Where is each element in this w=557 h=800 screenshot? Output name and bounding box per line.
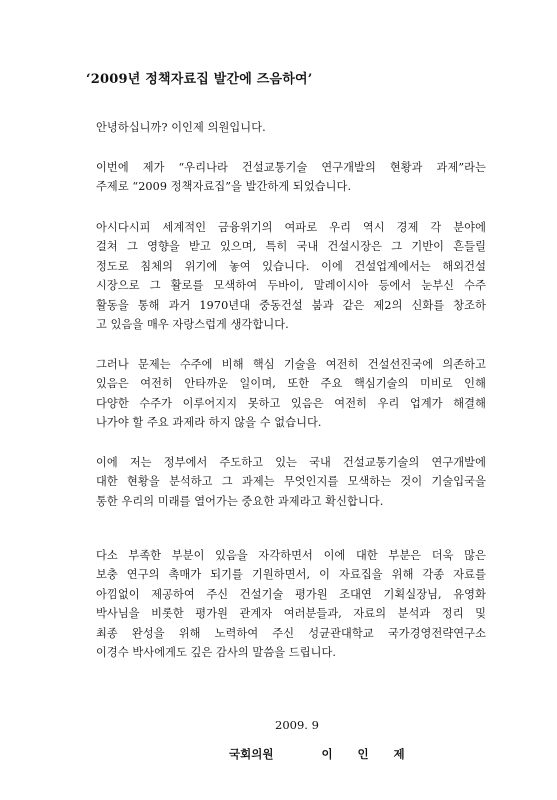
paragraph-line: 고 있음을 매우 자랑스럽게 생각합니다. bbox=[96, 318, 289, 332]
paragraph-line: 나가야 할 주요 과제라 하지 않을 수 없습니다. bbox=[96, 416, 322, 430]
paragraph-line: 대한 현황을 분석하고 그 과제는 무엇인지를 모색하는 것이 기술입국을 bbox=[96, 475, 486, 489]
greeting bbox=[96, 118, 486, 137]
paragraph-line: 주제로 “2009 정책자료집”을 발간하게 되었습니다. bbox=[96, 180, 352, 194]
signature bbox=[229, 746, 415, 762]
signature-role: 국회의원 bbox=[229, 747, 274, 761]
paragraph-intro bbox=[96, 158, 486, 197]
paragraph-line: 걸쳐 그 영향을 받고 있으며, 특히 국내 건설시장은 그 기반이 흔들릴 bbox=[96, 240, 486, 254]
paragraph-line: 보충 연구의 촉매가 되기를 기원하면서, 이 자료집을 위해 각종 자료를 bbox=[96, 568, 486, 582]
paragraph-line: 시장으로 그 활로를 모색하여 두바이, 말레이시아 등에서 눈부신 수주 bbox=[96, 279, 486, 293]
paragraph-thanks bbox=[96, 546, 486, 662]
document-date: 2009. 9 bbox=[275, 718, 319, 732]
paragraph-crisis bbox=[96, 218, 486, 334]
greeting-line: 안녕하십니까? 이인제 의원입니다. bbox=[96, 121, 266, 134]
paragraph-analysis bbox=[96, 453, 486, 511]
signature-name-char: 제 bbox=[393, 747, 405, 761]
paragraph-line: 다양한 수주가 이루어지지 못하고 있음은 여전히 우리 업계가 해결해 bbox=[96, 396, 486, 410]
document-title: ‘2009년 정책자료집 발간에 즈음하여’ bbox=[86, 72, 313, 87]
paragraph-line: 있음은 여전히 안타까운 일이며, 또한 주요 핵심기술의 미비로 인해 bbox=[96, 377, 486, 391]
paragraph-line: 이에 저는 정부에서 주도하고 있는 국내 건설교통기술의 연구개발에 bbox=[96, 456, 486, 469]
paragraph-line: 이경수 박사에게도 깊은 감사의 말씀을 드립니다. bbox=[96, 646, 337, 660]
signature-name-char: 이 bbox=[321, 747, 333, 761]
paragraph-line: 박사님을 비롯한 평가원 관계자 여러분들과, 자료의 분석과 정리 및 bbox=[96, 607, 486, 621]
paragraph-line: 이번에 제가 “우리나라 건설교통기술 연구개발의 현황과 과제”라는 bbox=[96, 161, 486, 174]
paragraph-line: 활동을 통해 과거 1970년대 중동건설 붐과 같은 제2의 신화를 창조하 bbox=[96, 298, 486, 312]
paragraph-line: 그러나 문제는 수주에 비해 핵심 기술을 여전히 건설선진국에 의존하고 bbox=[96, 358, 486, 371]
paragraph-line: 최종 완성을 위해 노력하여 주신 성균관대학교 국가경영전략연구소 bbox=[96, 626, 486, 640]
paragraph-line: 아낌없이 제공하여 주신 건설기술 평가원 조대연 기획실장님, 유영화 bbox=[96, 587, 486, 601]
signature-name-char: 인 bbox=[357, 747, 369, 761]
paragraph-line: 통한 우리의 미래를 열어가는 중요한 과제라고 확신합니다. bbox=[96, 494, 384, 508]
paragraph-problem bbox=[96, 355, 486, 433]
paragraph-line: 다소 부족한 부분이 있음을 자각하면서 이에 대한 부분은 더욱 많은 bbox=[96, 549, 486, 562]
paragraph-line: 아시다시피 세계적인 금융위기의 여파로 우리 역시 경제 각 분야에 bbox=[96, 221, 486, 234]
paragraph-line: 정도로 침체의 위기에 놓여 있습니다. 이에 건설업계에서는 해외건설 bbox=[96, 259, 486, 273]
